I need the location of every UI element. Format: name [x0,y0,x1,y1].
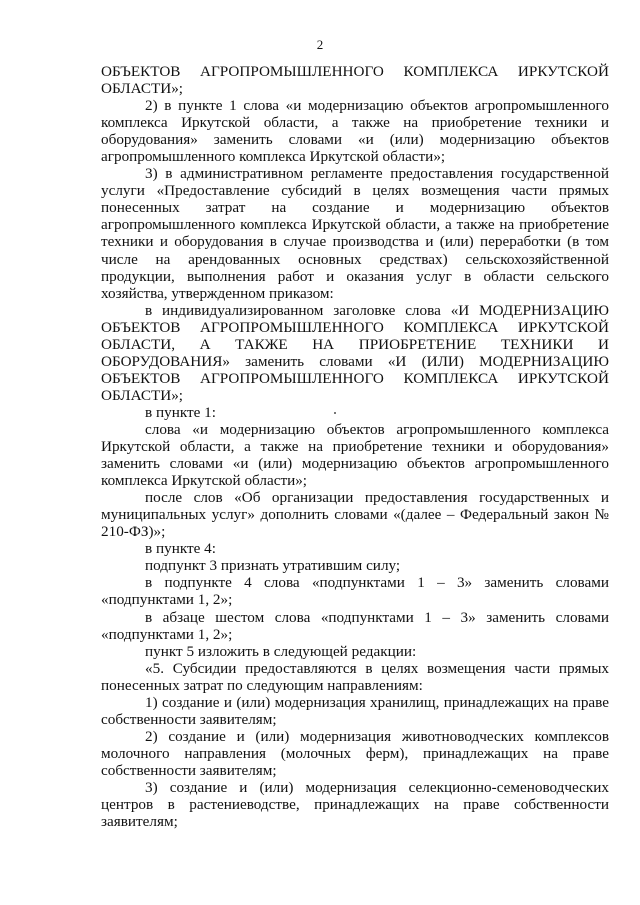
paragraph-point-1-addition: после слов «Об организации предоставления государственных и муниципальных услуг» дополнить словами «(далее – Федеральный закон № 210-ФЗ)»; [101,489,609,541]
paragraph-sixth-indent-change: в абзаце шестом слова «подпунктами 1 – 3» заменить словами «подпунктами 1, 2»; [101,608,609,643]
paragraph-point-1-heading: в пункте 1: [145,403,216,421]
paragraph-item-3: 3) в административном регламенте предоставления государственной услуги «Предоставление субсидий в целях возмещения части прямых понесенных затрат на создание и модернизацию объектов агропромышленного комплекса Иркутской области, а также на приобретение техники и оборудования в случае производства и (или) переработки (в том числе на арендованных основных средствах) сельскохозяйственной продукции, выполнения работ и оказания услуг в области сельского хозяйства, утвержденном приказом: [101,165,609,302]
paragraph-point-1-words: слова «и модернизацию объектов агропромышленного комплекса Иркутской области, а также на приобретение техники и оборудования» заменить словами «и (или) модернизацию объектов агропромышленного комплекса Иркутской области»; [101,420,609,490]
page-number: 2 [316,37,324,52]
paragraph-point-5-heading: пункт 5 изложить в следующей редакции: [145,642,417,660]
paragraph-subpoint-3-void: подпункт 3 признать утратившим силу; [145,557,401,575]
paragraph-continuation: ОБЪЕКТОВ АГРОПРОМЫШЛЕННОГО КОМПЛЕКСА ИРКУТСКОЙ ОБЛАСТИ»; [101,63,609,98]
paragraph-item-2: 2) в пункте 1 слова «и модернизацию объектов агропромышленного комплекса Иркутской области, а также на приобретение техники и оборудования» заменить словами «и (или) модернизацию объектов агропромышленного комплекса Иркутской области»; [101,97,609,166]
paragraph-direction-2: 2) создание и (или) модернизация животноводческих комплексов молочного направления (молочных ферм), принадлежащих на праве собственности заявителям; [101,727,609,779]
document-body [101,63,609,830]
paragraph-point-4-heading: в пункте 4: [145,540,216,558]
paragraph-direction-1: 1) создание и (или) модернизация хранилищ, принадлежащих на праве собственности заявителям; [101,693,609,728]
paragraph-direction-3: 3) создание и (или) модернизация селекционно-семеноводческих центров в растениеводстве, принадлежащих на праве собственности заявителям; [101,778,609,831]
paragraph-point-5-text: «5. Субсидии предоставляются в целях возмещения части прямых понесенных затрат по следующим направлениям: [101,659,609,694]
paragraph-title-change: в индивидуализированном заголовке слова «И МОДЕРНИЗАЦИЮ ОБЪЕКТОВ АГРОПРОМЫШЛЕННОГО КОМПЛЕКСА ИРКУТСКОЙ ОБЛАСТИ, А ТАКЖЕ НА ПРИОБРЕТЕНИЕ ТЕХНИКИ И ОБОРУДОВАНИЯ» заменить словами «И (ИЛИ) МОДЕРНИЗАЦИЮ ОБЪЕКТОВ АГРОПРОМЫШЛЕННОГО КОМПЛЕКСА ИРКУТСКОЙ ОБЛАСТИ»; [101,301,609,404]
paragraph-subpoint-4-change: в подпункте 4 слова «подпунктами 1 – 3» заменить словами «подпунктами 1, 2»; [101,574,609,609]
scan-speck [334,412,336,414]
